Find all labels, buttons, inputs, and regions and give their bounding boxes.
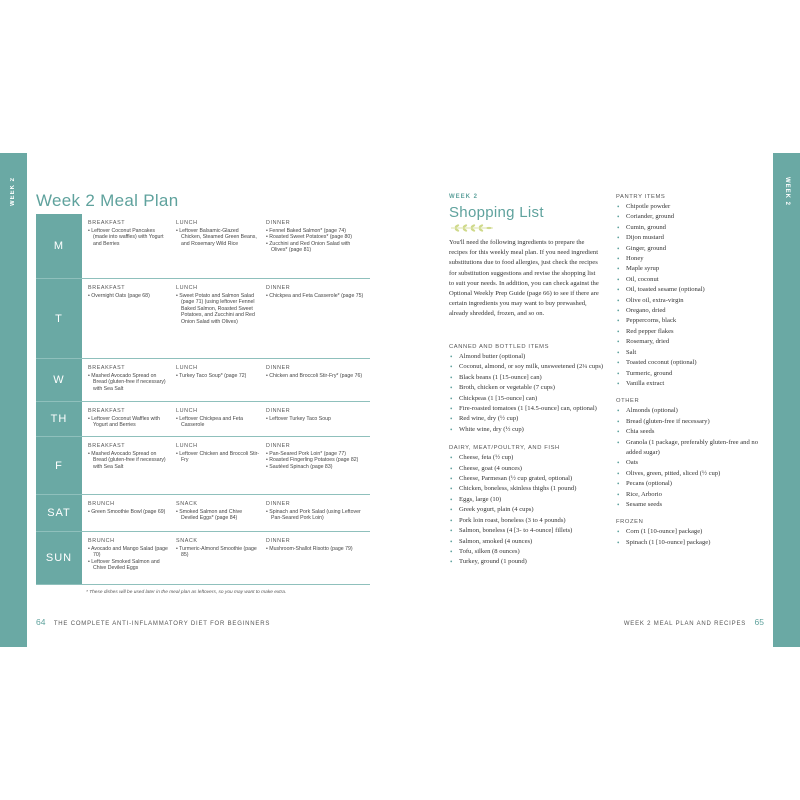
meal-heading: DINNER (266, 443, 291, 449)
bullet-icon: • (617, 469, 620, 478)
chapter-tab-left (0, 153, 27, 647)
bullet-icon: • (450, 464, 453, 473)
folio-left (36, 617, 270, 627)
meal-item: • Mashed Avocado Spread on Bread (gluten-free if necessary) with Sea Salt (88, 372, 166, 392)
bullet-icon: • (450, 454, 453, 463)
meal-plan-table (36, 214, 370, 585)
shopping-item: • Maple syrup (617, 265, 660, 274)
bullet-icon: • (617, 348, 620, 357)
meal-heading: BREAKFAST (88, 443, 126, 449)
shopping-item: • Toasted coconut (optional) (617, 359, 697, 368)
shopping-item: • Oil, toasted sesame (optional) (617, 286, 705, 295)
meal-plan-footnote: * These dishes will be used later in the meal plan as leftovers, so you may want to make extra. (86, 590, 287, 595)
meal-plan-row (36, 402, 370, 437)
shopping-item: • Eggs, large (10) (450, 495, 502, 504)
bullet-icon: • (450, 537, 453, 546)
shopping-item: • Bread (gluten-free if necessary) (617, 417, 710, 426)
shopping-item: • Salmon, boneless (4 [3- to 4-ounce] fillets) (450, 527, 573, 536)
bullet-icon: • (450, 373, 453, 382)
section-pantry (616, 194, 766, 389)
meal-cell (88, 220, 170, 247)
meal-item: • Spinach and Pork Salad (using Leftover Pan-Seared Pork Loin) (266, 508, 361, 522)
bullet-icon: • (450, 516, 453, 525)
meal-heading: LUNCH (176, 365, 198, 371)
meal-cell (176, 220, 260, 247)
shopping-items (449, 352, 609, 435)
bullet-icon: • (617, 275, 620, 284)
bullet-icon: • (450, 506, 453, 515)
bullet-icon: • (617, 528, 620, 537)
meal-item: • Zucchini and Red Onion Salad with Olives* (page 81) (266, 240, 351, 254)
meal-heading: BREAKFAST (88, 285, 126, 291)
shopping-item: • Olives, green, pitted, sliced (½ cup) (617, 469, 721, 478)
meal-item: • Leftover Balsamic-Glazed Chicken, Steamed Green Beans, and Rosemary Wild Rice (176, 227, 257, 247)
meal-heading: SNACK (176, 538, 198, 544)
meal-heading: DINNER (266, 538, 291, 544)
meal-heading: BRUNCH (88, 501, 115, 507)
bullet-icon: • (450, 384, 453, 393)
bullet-icon: • (617, 490, 620, 499)
meal-cell (176, 538, 260, 559)
meal-plan-title: Week 2 Meal Plan (36, 191, 179, 210)
meal-item: • Chickpea and Feta Casserole* (page 75) (266, 292, 364, 299)
shopping-eyebrow: WEEK 2 (449, 194, 479, 200)
shopping-item: • Coriander, ground (617, 213, 675, 222)
shopping-item: • Salt (617, 348, 637, 357)
page-number-right: 65 (754, 617, 764, 627)
meal-heading: LUNCH (176, 220, 198, 226)
meal-item: • Avocado and Mango Salad (page 70) (88, 545, 168, 559)
shopping-item: • Cumin, ground (617, 223, 666, 232)
meal-item: • Pan-Seared Pork Loin* (page 77) (266, 450, 346, 457)
meal-heading: SNACK (176, 501, 198, 507)
meal-heading: DINNER (266, 501, 291, 507)
day-label: F (36, 437, 82, 494)
bullet-icon: • (450, 363, 453, 372)
day-label: SUN (36, 532, 82, 584)
shopping-item: • Chia seeds (617, 428, 655, 437)
shopping-item: • Oil, coconut (617, 275, 659, 284)
meal-cell (266, 365, 366, 379)
bullet-icon: • (617, 379, 620, 388)
meal-item: • Overnight Oats (page 68) (88, 292, 150, 299)
bullet-icon: • (450, 425, 453, 434)
bullet-icon: • (450, 475, 453, 484)
bullet-icon: • (450, 394, 453, 403)
bullet-icon: • (450, 495, 453, 504)
bullet-icon: • (450, 527, 453, 536)
bullet-icon: • (617, 438, 620, 447)
shopping-item: • Tofu, silken (8 ounces) (450, 547, 520, 556)
shopping-item: • Cheese, goat (4 ounces) (450, 464, 522, 473)
meal-item: • Green Smoothie Bowl (page 69) (88, 508, 166, 515)
section-heading: PANTRY ITEMS (616, 194, 666, 200)
meal-item: • Sautéed Spinach (page 83) (266, 463, 333, 470)
shopping-item: • Broth, chicken or vegetable (7 cups) (450, 384, 555, 393)
meal-item: • Turkey Taco Soup* (page 72) (176, 372, 247, 379)
section-heading: FROZEN (616, 519, 644, 526)
shopping-item: • White wine, dry (½ cup) (450, 425, 524, 434)
bullet-icon: • (617, 428, 620, 437)
meal-cell (88, 538, 170, 572)
meal-item: • Leftover Chickpea and Feta Casserole (176, 415, 243, 429)
meal-plan-row (36, 437, 370, 495)
bullet-icon: • (450, 415, 453, 424)
shopping-item: • Cheese, feta (½ cup) (450, 454, 514, 463)
meal-heading: BREAKFAST (88, 365, 126, 371)
meal-item: • Sweet Potato and Salmon Salad (page 71) (using leftover Fennel Baked Salmon, Roasted Sweet Potatoes, and Zucchini and Red Onion Salad with Olives) (176, 292, 255, 325)
meal-plan-row (36, 495, 370, 532)
sprig-ornament-icon (449, 223, 495, 233)
shopping-items (616, 527, 766, 548)
meal-item: • Smoked Salmon and Chive Deviled Eggs* (page 84) (176, 508, 243, 522)
shopping-column-2 (616, 194, 766, 548)
meal-plan-row (36, 279, 370, 359)
shopping-item: • Oregano, dried (617, 307, 666, 316)
day-label: SAT (36, 495, 82, 531)
shopping-item: • Spinach (1 [10-ounce] package) (617, 538, 711, 547)
bullet-icon: • (617, 359, 620, 368)
shopping-items (616, 406, 766, 510)
bullet-icon: • (617, 327, 620, 336)
day-label: W (36, 359, 82, 401)
meal-cell (176, 501, 260, 522)
bullet-icon: • (617, 338, 620, 347)
bullet-icon: • (617, 203, 620, 211)
shopping-item: • Turmeric, ground (617, 369, 673, 378)
bullet-icon: • (617, 307, 620, 316)
shopping-item: • Chickpeas (1 [15-ounce] can) (450, 394, 538, 403)
shopping-item: • Red pepper flakes (617, 327, 674, 336)
bullet-icon: • (617, 265, 620, 274)
shopping-item: • Salmon, smoked (4 ounces) (450, 537, 533, 546)
section-frozen (616, 519, 766, 548)
shopping-column-1 (449, 344, 609, 568)
shopping-item: • Vanilla extract (617, 379, 665, 388)
bullet-icon: • (617, 223, 620, 232)
meal-cell (266, 501, 366, 522)
day-label: M (36, 214, 82, 278)
meal-item: • Roasted Sweet Potatoes* (page 80) (266, 234, 353, 241)
shopping-item: • Black beans (1 [15-ounce] can) (450, 373, 542, 382)
bullet-icon: • (617, 317, 620, 326)
meal-item: • Roasted Fingerling Potatoes (page 82) (266, 457, 359, 464)
section-other (616, 398, 766, 510)
shopping-item: • Dijon mustard (617, 234, 664, 243)
meal-item: • Leftover Smoked Salmon and Chive Deviled Eggs (88, 558, 160, 572)
page-number-left: 64 (36, 617, 46, 627)
bullet-icon: • (617, 213, 620, 222)
bullet-icon: • (617, 538, 620, 547)
bullet-icon: • (617, 480, 620, 489)
meal-item: • Leftover Coconut Pancakes (made into waffles) with Yogurt and Berries (88, 227, 164, 247)
shopping-item: • Red wine, dry (½ cup) (450, 415, 519, 424)
meal-plan-row (36, 359, 370, 402)
running-head-right: WEEK 2 MEAL PLAN AND RECIPES (623, 621, 747, 627)
meal-item: • Mashed Avocado Spread on Bread (gluten-free if necessary) with Sea Salt (88, 450, 166, 470)
shopping-list-title: Shopping List (449, 204, 544, 221)
meal-heading: LUNCH (176, 285, 198, 291)
bullet-icon: • (617, 500, 620, 509)
bullet-icon: • (450, 485, 453, 494)
shopping-item: • Chicken, boneless, skinless thighs (1 pound) (450, 485, 577, 494)
meal-item: • Fennel Baked Salmon* (page 74) (266, 227, 346, 234)
meal-heading: LUNCH (176, 408, 198, 414)
meal-cell (88, 408, 170, 429)
section-heading: CANNED AND BOTTLED ITEMS (449, 344, 550, 350)
bullet-icon: • (617, 369, 620, 378)
bullet-icon: • (450, 353, 453, 361)
shopping-items (616, 202, 766, 389)
folio-right (624, 617, 764, 627)
section-canned (449, 344, 609, 435)
bullet-icon: • (450, 547, 453, 556)
shopping-item: • Oats (617, 459, 639, 468)
running-head-left: THE COMPLETE ANTI-INFLAMMATORY DIET FOR BEGINNERS (53, 621, 271, 627)
bullet-icon: • (617, 244, 620, 253)
chapter-tab-left-label: WEEK 2 (10, 177, 16, 207)
shopping-item: • Almond butter (optional) (450, 353, 526, 361)
section-dairy-meat-fish (449, 445, 609, 567)
meal-cell (266, 220, 366, 254)
shopping-item: • Pork loin roast, boneless (3 to 4 pounds) (450, 516, 566, 525)
meal-heading: LUNCH (176, 443, 198, 449)
bullet-icon: • (617, 459, 620, 468)
meal-cell (266, 408, 366, 422)
day-label: TH (36, 402, 82, 436)
meal-heading: BRUNCH (88, 538, 115, 544)
shopping-item: • Ginger, ground (617, 244, 667, 253)
day-label: T (36, 279, 82, 358)
meal-item: • Mushroom-Shallot Risotto (page 79) (266, 545, 353, 552)
section-heading: DAIRY, MEAT/POULTRY, AND FISH (449, 445, 560, 452)
shopping-item: • Greek yogurt, plain (4 cups) (450, 506, 534, 515)
shopping-item: • Coconut, almond, or soy milk, unsweetened (2¼ cups) (450, 363, 604, 372)
meal-item: • Leftover Turkey Taco Soup (266, 415, 331, 422)
shopping-item: • Olive oil, extra-virgin (617, 296, 684, 305)
meal-cell (176, 365, 260, 379)
shopping-item: • Cheese, Parmesan (½ cup grated, optional) (450, 475, 573, 484)
meal-heading: BREAKFAST (88, 220, 126, 226)
shopping-item: • Rice, Arborio (617, 490, 662, 499)
meal-heading: DINNER (266, 408, 291, 414)
meal-cell (176, 408, 260, 429)
bullet-icon: • (617, 234, 620, 243)
shopping-item: • Corn (1 [10-ounce] package) (617, 528, 703, 537)
bullet-icon: • (617, 417, 620, 426)
meal-cell (266, 285, 366, 299)
bullet-icon: • (450, 405, 453, 414)
shopping-item: • Sesame seeds (617, 500, 663, 509)
shopping-item: • Pecans (optional) (617, 480, 672, 489)
meal-item: • Chicken and Broccoli Stir-Fry* (page 76) (266, 372, 363, 379)
bullet-icon: • (617, 286, 620, 295)
meal-cell (176, 285, 260, 326)
meal-cell (266, 538, 366, 552)
shopping-item: • Peppercorns, black (617, 317, 677, 326)
meal-cell (176, 443, 260, 464)
meal-plan-row (36, 532, 370, 585)
meal-plan-row (36, 214, 370, 279)
chapter-tab-right-label: WEEK 2 (784, 177, 790, 207)
meal-heading: BREAKFAST (88, 408, 126, 414)
meal-item: • Leftover Coconut Waffles with Yogurt and Berries (88, 415, 160, 429)
bullet-icon: • (450, 558, 453, 567)
meal-item: • Turmeric-Almond Smoothie (page 85) (176, 545, 257, 559)
bullet-icon: • (617, 255, 620, 264)
chapter-tab-right (773, 153, 800, 647)
meal-heading: DINNER (266, 365, 291, 371)
meal-heading: DINNER (266, 220, 291, 226)
shopping-item: • Turkey, ground (1 pound) (450, 558, 527, 567)
meal-item: • Leftover Chicken and Broccoli Stir-Fry (176, 450, 260, 464)
meal-heading: DINNER (266, 285, 291, 291)
meal-cell (88, 501, 170, 515)
meal-cell (266, 443, 366, 470)
meal-cell (88, 365, 170, 392)
shopping-intro: You'll need the following ingredients to prepare the recipes for this weekly meal plan. If you need ingredient substitutions due to food allergies, just check the recipes for substitution suggestions and revise the shopping list to suit your needs. In addition, you can check against the Optional Weekly Prep Guide (page 66) to see if there are certain ingredients you may want to buy prewashed, already shredded, frozen, and so on. (449, 239, 599, 318)
bullet-icon: • (617, 296, 620, 305)
meal-cell (88, 443, 170, 470)
shopping-item: • Honey (617, 255, 644, 264)
shopping-item: • Chipotle powder (617, 203, 671, 211)
meal-cell (88, 285, 170, 299)
shopping-item: • Granola (1 package, preferably gluten-free and no added sugar) (617, 438, 758, 456)
shopping-item: • Fire-roasted tomatoes (1 [14.5-ounce] can, optional) (450, 405, 597, 414)
shopping-item: • Almonds (optional) (617, 407, 678, 416)
section-heading: OTHER (616, 398, 640, 405)
shopping-item: • Rosemary, dried (617, 338, 670, 347)
bullet-icon: • (617, 407, 620, 416)
shopping-items (449, 453, 609, 567)
